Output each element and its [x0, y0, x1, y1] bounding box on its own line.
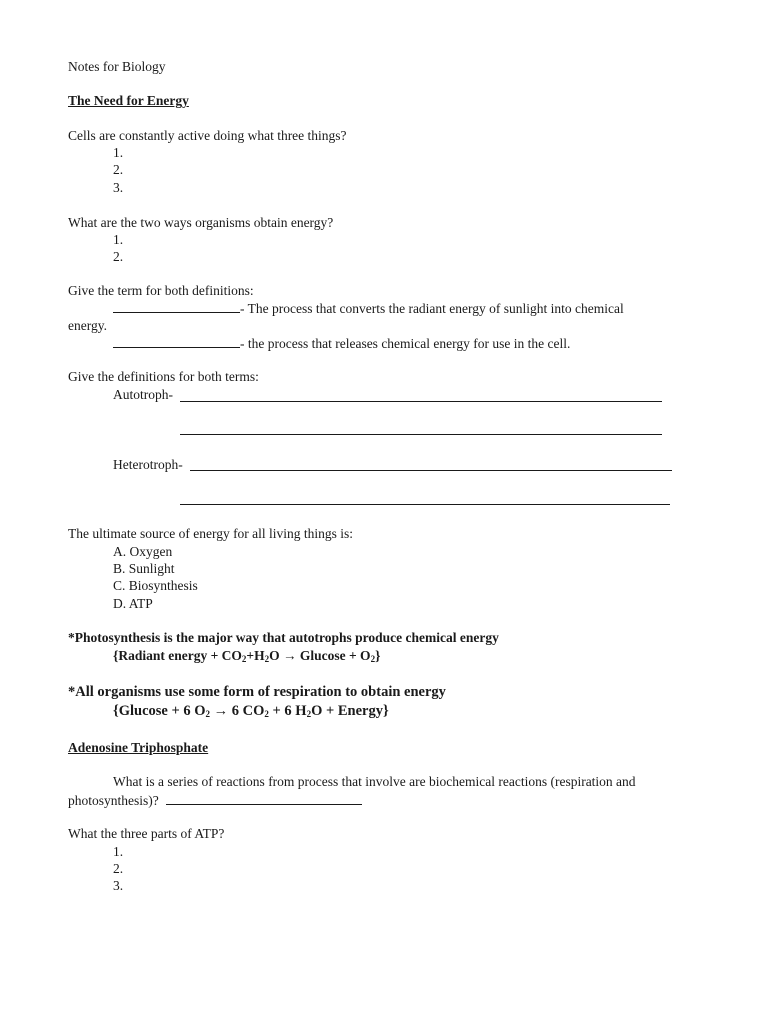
- subscript: 2: [306, 709, 312, 719]
- fill-in-blank[interactable]: [113, 299, 240, 313]
- question-text: photosynthesis)?: [68, 793, 159, 808]
- answer-number: 2.: [113, 249, 124, 264]
- definition-text: - The process that converts the radiant energy of sunlight into chemical: [240, 301, 624, 316]
- equation-part: {Radiant energy + CO: [113, 648, 242, 663]
- equation-part: {Glucose + 6 O: [113, 703, 206, 719]
- equation-part: }: [375, 648, 381, 663]
- option-a: A. Oxygen: [113, 544, 173, 559]
- fill-in-blank[interactable]: [166, 791, 362, 805]
- arrow-icon: →: [282, 648, 297, 663]
- answer-line[interactable]: [180, 401, 662, 402]
- question-series-reactions-cont: [68, 791, 362, 809]
- fill-in-blank[interactable]: [113, 334, 240, 348]
- definition-line-2: [113, 334, 570, 352]
- option-c: C. Biosynthesis: [113, 578, 198, 593]
- option-d: D. ATP: [113, 596, 153, 611]
- definition-line-1: [113, 299, 624, 317]
- equation-part: + 6 H: [268, 703, 307, 719]
- question-three-things: Cells are constantly active doing what three things?: [68, 128, 347, 143]
- term-heterotroph: Heterotroph-: [113, 457, 183, 472]
- equation-part: +H: [246, 648, 265, 663]
- equation-photosynthesis: [113, 647, 380, 664]
- definition-text: - the process that releases chemical energy for use in the cell.: [240, 336, 571, 351]
- answer-number: 2.: [113, 861, 124, 876]
- question-ultimate-source: The ultimate source of energy for all living things is:: [68, 526, 354, 541]
- section-heading-need-for-energy: The Need for Energy: [68, 93, 189, 108]
- question-three-parts-atp: What the three parts of ATP?: [68, 826, 225, 841]
- definition-continuation: energy.: [68, 318, 107, 333]
- option-b: B. Sunlight: [113, 561, 175, 576]
- question-two-ways: What are the two ways organisms obtain energy?: [68, 215, 334, 230]
- answer-number: 3.: [113, 180, 124, 195]
- answer-line[interactable]: [180, 434, 662, 435]
- answer-line[interactable]: [190, 470, 672, 471]
- note-photosynthesis: *Photosynthesis is the major way that autotrophs produce chemical energy: [68, 630, 499, 645]
- question-give-term: Give the term for both definitions:: [68, 283, 254, 298]
- answer-number: 1.: [113, 844, 124, 859]
- question-give-definitions: Give the definitions for both terms:: [68, 369, 259, 384]
- equation-part: Glucose + O: [296, 648, 371, 663]
- arrow-icon: →: [213, 703, 229, 719]
- answer-number: 3.: [113, 878, 124, 893]
- equation-part: 6 CO: [228, 703, 265, 719]
- subscript: 2: [264, 709, 269, 719]
- answer-number: 2.: [113, 162, 124, 177]
- answer-number: 1.: [113, 232, 124, 247]
- document-title: Notes for Biology: [68, 59, 166, 74]
- subscript: 2: [264, 654, 270, 664]
- answer-line[interactable]: [180, 504, 670, 505]
- section-heading-atp: Adenosine Triphosphate: [68, 740, 209, 755]
- equation-part: O + Energy}: [311, 703, 389, 719]
- question-series-reactions: What is a series of reactions from process that involve are biochemical reactions (respiration and: [113, 774, 636, 789]
- note-respiration: *All organisms use some form of respiration to obtain energy: [68, 684, 446, 700]
- equation-part: O: [269, 648, 283, 663]
- subscript: 2: [241, 654, 247, 664]
- subscript: 2: [370, 654, 376, 664]
- subscript: 2: [205, 709, 211, 719]
- term-autotroph: Autotroph-: [113, 387, 173, 402]
- equation-respiration: [113, 703, 389, 720]
- answer-number: 1.: [113, 145, 124, 160]
